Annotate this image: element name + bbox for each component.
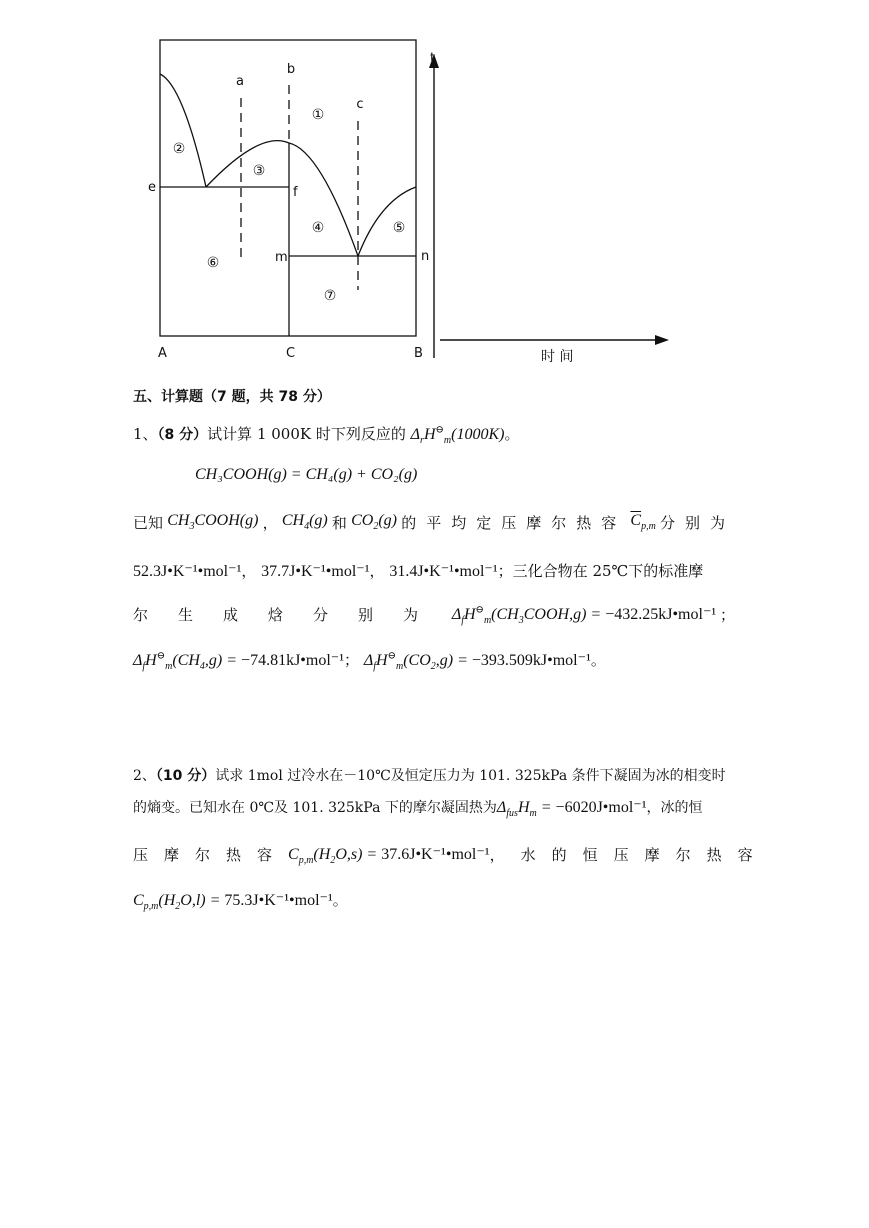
q1-known-prefix: 已知 <box>133 514 164 532</box>
q2-line1 <box>133 765 726 785</box>
q1-reaction-equation: CH₃COOH(g) = CH₄(g) + CO₂(g) <box>195 466 418 483</box>
q2-line2 <box>133 797 703 819</box>
q2-cp-water-label: $C_{p,m}(H_2O,l)$ = <box>133 892 225 913</box>
q1-species-co2: $CO_2(g)$ <box>351 512 397 533</box>
label-e: e <box>148 180 156 195</box>
region-7: ⑦ <box>323 288 337 304</box>
q2-text2-end: ，冰的恒 <box>646 800 703 816</box>
q2-fus-value: −6020J•mol⁻¹ <box>555 799 647 816</box>
phase-diagram <box>0 0 869 380</box>
q2-text3: 压摩尔热容 <box>133 846 289 864</box>
label-a: a <box>236 74 244 89</box>
q1-cp-co2: 31.4J•K⁻¹•mol⁻¹ <box>389 563 498 580</box>
q1-reaction <box>195 465 417 484</box>
q1-dfH-ch3cooh: −432.25kJ•mol⁻¹ <box>605 606 717 623</box>
q1-text3: 尔生成焓分别为 <box>133 606 449 624</box>
q2-text1: 试求 1mol 过冷水在－10℃及恒定压力为 101. 325kPa 条件下凝固为冰的相变时 <box>215 768 726 784</box>
q1-line1: 1、（8 分）试计算 1 000K 时下列反应的 $\Delta_rH^⊖_m(1000K)$。 <box>133 424 520 447</box>
q1-dfH-ch3cooh-label: $\Delta_fH^⊖_m(CH_3COOH,g)$ = <box>451 604 606 627</box>
region-1: ① <box>311 107 325 123</box>
region-2: ② <box>172 141 186 157</box>
label-b: b <box>286 62 296 77</box>
q1-points: （8 分） <box>157 427 208 443</box>
q2-fus-label: $\Delta_{fus}H_m$ = <box>496 799 556 820</box>
q1-line5: 尔生成焓分别为 $\Delta_fH^⊖_m(CH_3COOH,g)$ = −432.25kJ•mol⁻¹ ； <box>133 604 735 627</box>
q1-text2: ；三化合物在 25℃下的标准摩 <box>497 562 704 580</box>
liquidus-left <box>160 74 206 187</box>
label-t: t <box>430 51 436 66</box>
time-axis-label: 时 间 <box>541 349 574 365</box>
liquidus-compound <box>206 141 358 256</box>
liquidus-right <box>358 187 416 256</box>
q2-line3 <box>133 844 769 867</box>
label-c: c <box>356 97 364 112</box>
q1-known-mid: 的平均定压摩尔热容 <box>401 514 627 532</box>
q2-number: 2、 <box>133 768 156 784</box>
label-B: B <box>414 346 423 361</box>
q1-text: 试计算 1 000K 时下列反应的 <box>207 425 406 443</box>
q1-cp-ch3cooh: 52.3J•K⁻¹•mol⁻¹ <box>133 563 242 580</box>
q1-cp-symbol: $\overline{C}_{p,m}$ <box>630 512 656 533</box>
region-6: ⑥ <box>206 255 220 271</box>
label-m: m <box>275 250 288 265</box>
q2-cp-ice-label: $C_{p,m}(H_2O,s)$ = <box>288 846 382 867</box>
label-C: C <box>286 346 296 361</box>
q1-dfH-co2-label: $\Delta_fH^⊖_m(CO_2,g)$ = <box>363 650 472 673</box>
time-axis-arrow <box>655 335 669 345</box>
region-5: ⑤ <box>392 220 406 236</box>
q2-text3-mid: ，水的恒压摩尔热容 <box>489 846 769 864</box>
q2-cp-ice: 37.6J•K⁻¹•mol⁻¹ <box>381 846 490 863</box>
q2-cp-water: 75.3J•K⁻¹•mol⁻¹ <box>224 892 333 909</box>
q1-known-suffix: 分别为 <box>659 514 735 532</box>
q1-line3: 已知 $CH_3COOH(g)$ ， $CH_4(g)$ 和 $CO_2(g)$ 的平均定压摩尔热容 $\overline{C}_{p,m}$ 分别为 <box>133 512 735 533</box>
q1-line4: 52.3J•K⁻¹•mol⁻¹， 37.7J•K⁻¹•mol⁻¹， 31.4J•K⁻¹•mol⁻¹；三化合物在 25℃下的标准摩 <box>133 562 704 580</box>
q1-dfH-co2: −393.509kJ•mol⁻¹ <box>471 652 591 669</box>
section-heading: 五、计算题（7 题，共 78 分） <box>133 389 331 405</box>
q1-species-ch3cooh: $CH_3COOH(g)$ <box>167 512 259 533</box>
q2-line4: $C_{p,m}(H_2O,l)$ = 75.3J•K⁻¹•mol⁻¹。 <box>133 891 348 913</box>
q1-dfH-ch4: −74.81kJ•mol⁻¹ <box>241 652 345 669</box>
diagram-frame <box>160 40 416 336</box>
q2-points: （10 分） <box>155 768 216 784</box>
q1-species-ch4: $CH_4(g)$ <box>281 512 328 533</box>
region-3: ③ <box>252 163 266 179</box>
label-A: A <box>158 346 167 361</box>
label-n: n <box>421 249 430 264</box>
q1-line6: $\Delta_fH^⊖_m(CH_4,g)$ = −74.81kJ•mol⁻¹； $\Delta_fH^⊖_m(CO_2,g)$ = −393.509kJ•mol⁻¹。 <box>133 650 606 673</box>
q1-number: 1、 <box>133 425 158 443</box>
q2-text2: 的熵变。已知水在 0℃及 101. 325kPa 下的摩尔凝固热为 <box>133 800 497 816</box>
q1-cp-ch4: 37.7J•K⁻¹•mol⁻¹ <box>261 563 370 580</box>
q1-target-enthalpy: $\Delta_rH^⊖_m(1000K)$ <box>410 424 505 447</box>
label-f: f <box>293 185 298 200</box>
q1-dfH-ch4-label: $\Delta_fH^⊖_m(CH_4,g)$ = <box>133 650 242 673</box>
region-4: ④ <box>311 220 325 236</box>
